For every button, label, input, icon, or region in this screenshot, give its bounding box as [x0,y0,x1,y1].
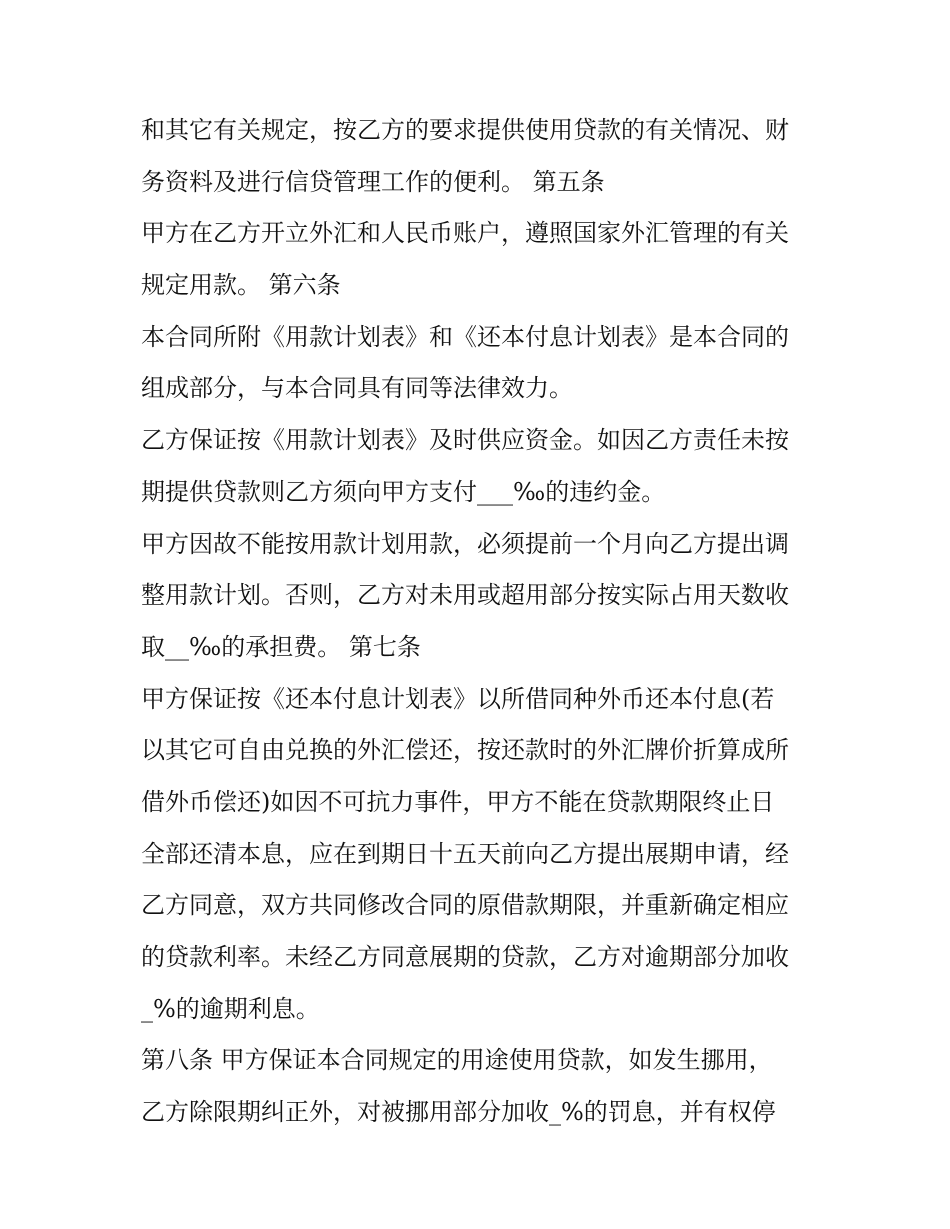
text-line: 和其它有关规定，按乙方的要求提供使用贷款的有关情况、财 [141,116,789,144]
text-line: 甲方在乙方开立外汇和人民币账户，遵照国家外汇管理的有关 [141,219,789,248]
contract-body-text [141,105,831,1139]
text-line: 以其它可自由兑换的外汇偿还，按还款时的外汇牌价折算成所 [141,736,789,765]
text-line: 全部还清本息，应在到期日十五天前向乙方提出展期申请，经 [141,839,789,868]
text-line: 甲方保证按《还本付息计划表》以所借同种外币还本付息(若 [141,684,775,713]
text-line: 本合同所附《用款计划表》和《还本付息计划表》是本合同的 [141,322,789,351]
text-line: 乙方同意，双方共同修改合同的原借款期限，并重新确定相应 [141,891,789,920]
text-line: 借外币偿还)如因不可抗力事件，甲方不能在贷款期限终止日 [141,787,775,816]
text-line: 期提供贷款则乙方须向甲方支付___‰的违约金。 [141,477,666,506]
text-line: 第八条 甲方保证本合同规定的用途使用贷款，如发生挪用， [141,1046,773,1075]
text-line: 甲方因故不能按用款计划用款，必须提前一个月向乙方提出调 [141,529,789,558]
text-line: 规定用款。 第六条 [141,271,341,300]
text-line: 务资料及进行信贷管理工作的便利。 第五条 [141,167,605,196]
text-line: 的贷款利率。未经乙方同意展期的贷款，乙方对逾期部分加收 [141,943,789,971]
text-line: 取__‰的承担费。 第七条 [141,632,421,661]
text-line: _%的逾期利息。 [141,994,320,1023]
text-line: 乙方除限期纠正外，对被挪用部分加收_%的罚息，并有权停 [141,1098,776,1127]
text-line: 整用款计划。否则，乙方对未用或超用部分按实际占用天数收 [141,581,789,610]
text-line: 乙方保证按《用款计划表》及时供应资金。如因乙方责任未按 [141,426,789,455]
text-line: 组成部分，与本合同具有同等法律效力。 [141,374,573,403]
